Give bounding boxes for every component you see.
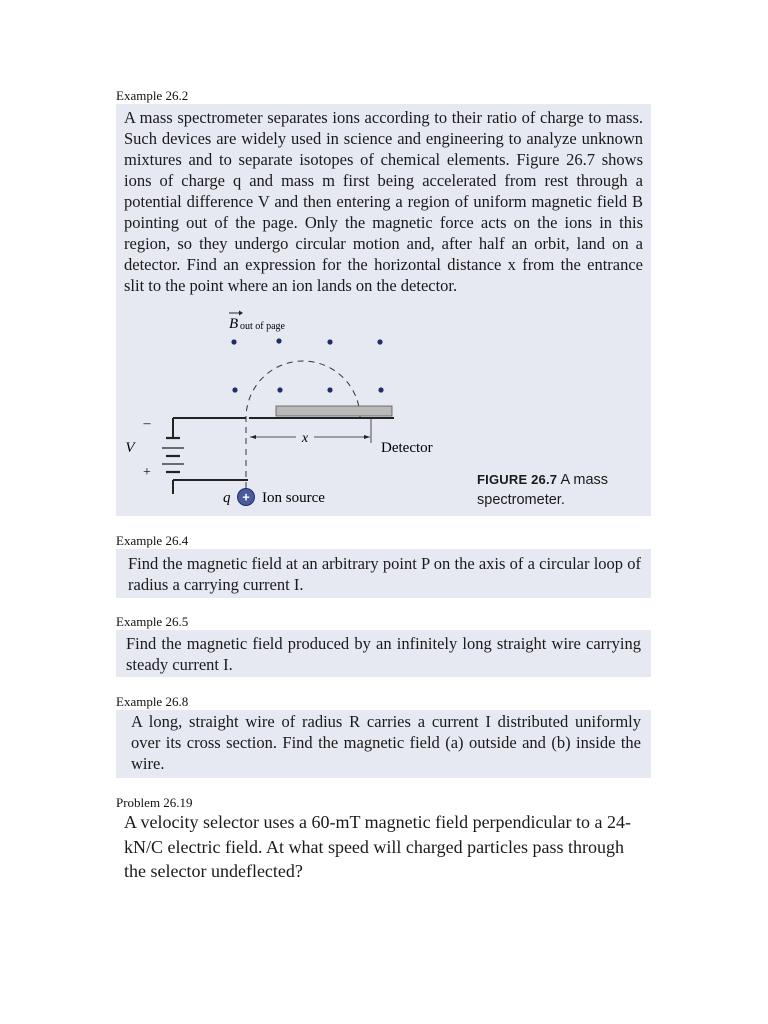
field-label: B	[229, 316, 239, 332]
caption-text: A mass spectrometer.	[477, 472, 609, 508]
x-arrow-right	[364, 435, 370, 439]
example-26-8-box	[116, 710, 651, 778]
x-label: x	[301, 431, 309, 446]
example-26-4-box	[116, 549, 651, 598]
vector-arrowhead	[239, 311, 243, 316]
ion-plus: +	[242, 489, 250, 505]
example-26-8-label: Example 26.8	[116, 694, 189, 709]
problem-26-19-text: A velocity selector uses a 60-mT magnetic field perpendicular to a 24-kN/C electric field. At what speed will charged particles pass through the selector undeflected?	[124, 812, 631, 881]
example-26-4-label: Example 26.4	[116, 533, 189, 548]
example-26-2-label: Example 26.2	[116, 88, 189, 103]
field-subscript: out of page	[240, 321, 285, 332]
example-26-4-text: Find the magnetic field at an arbitrary point P on the axis of a circular loop of radius a carrying current I.	[128, 554, 641, 594]
minus-label: –	[143, 416, 151, 431]
detector-label: Detector	[381, 440, 433, 456]
plus-label: +	[143, 465, 151, 480]
q-label: q	[223, 490, 231, 506]
example-26-8-text: A long, straight wire of radius R carries a current I distributed uniformly over its cross section. Find the magnetic field (a) outside and (b) inside the wire.	[131, 712, 641, 773]
x-arrow-left	[250, 435, 256, 439]
example-26-2-box	[116, 104, 651, 298]
v-label: V	[125, 440, 135, 456]
example-26-5-label: Example 26.5	[116, 614, 189, 629]
caption-number: FIGURE 26.7	[477, 472, 558, 487]
detector-bar	[276, 406, 392, 416]
ion-path	[246, 361, 360, 488]
problem-26-19-label: Problem 26.19	[116, 795, 193, 810]
figure-caption	[477, 470, 647, 510]
example-26-2-text: A mass spectrometer separates ions according to their ratio of charge to mass. Such devices are widely used in science and engineering to analyze unknown mixtures and to separate isotopes of chemical elements. Figure 26.7 shows ions of charge q and mass m first being accelerated from rest through a potential difference V and then entering a region of uniform magnetic field B pointing out of the page. Only the magnetic force acts on the ions in this region, so they undergo circular motion and, after half an orbit, land on a detector. Find an expression for the horizontal distance x from the entrance slit to the point where an ion lands on the detector.	[124, 108, 643, 295]
battery-icon	[162, 438, 184, 472]
ion-source-label: Ion source	[262, 490, 325, 506]
example-26-5-box	[116, 630, 651, 677]
field-dots	[231, 338, 383, 392]
example-26-5-text: Find the magnetic field produced by an infinitely long straight wire carrying steady current I.	[126, 634, 641, 674]
